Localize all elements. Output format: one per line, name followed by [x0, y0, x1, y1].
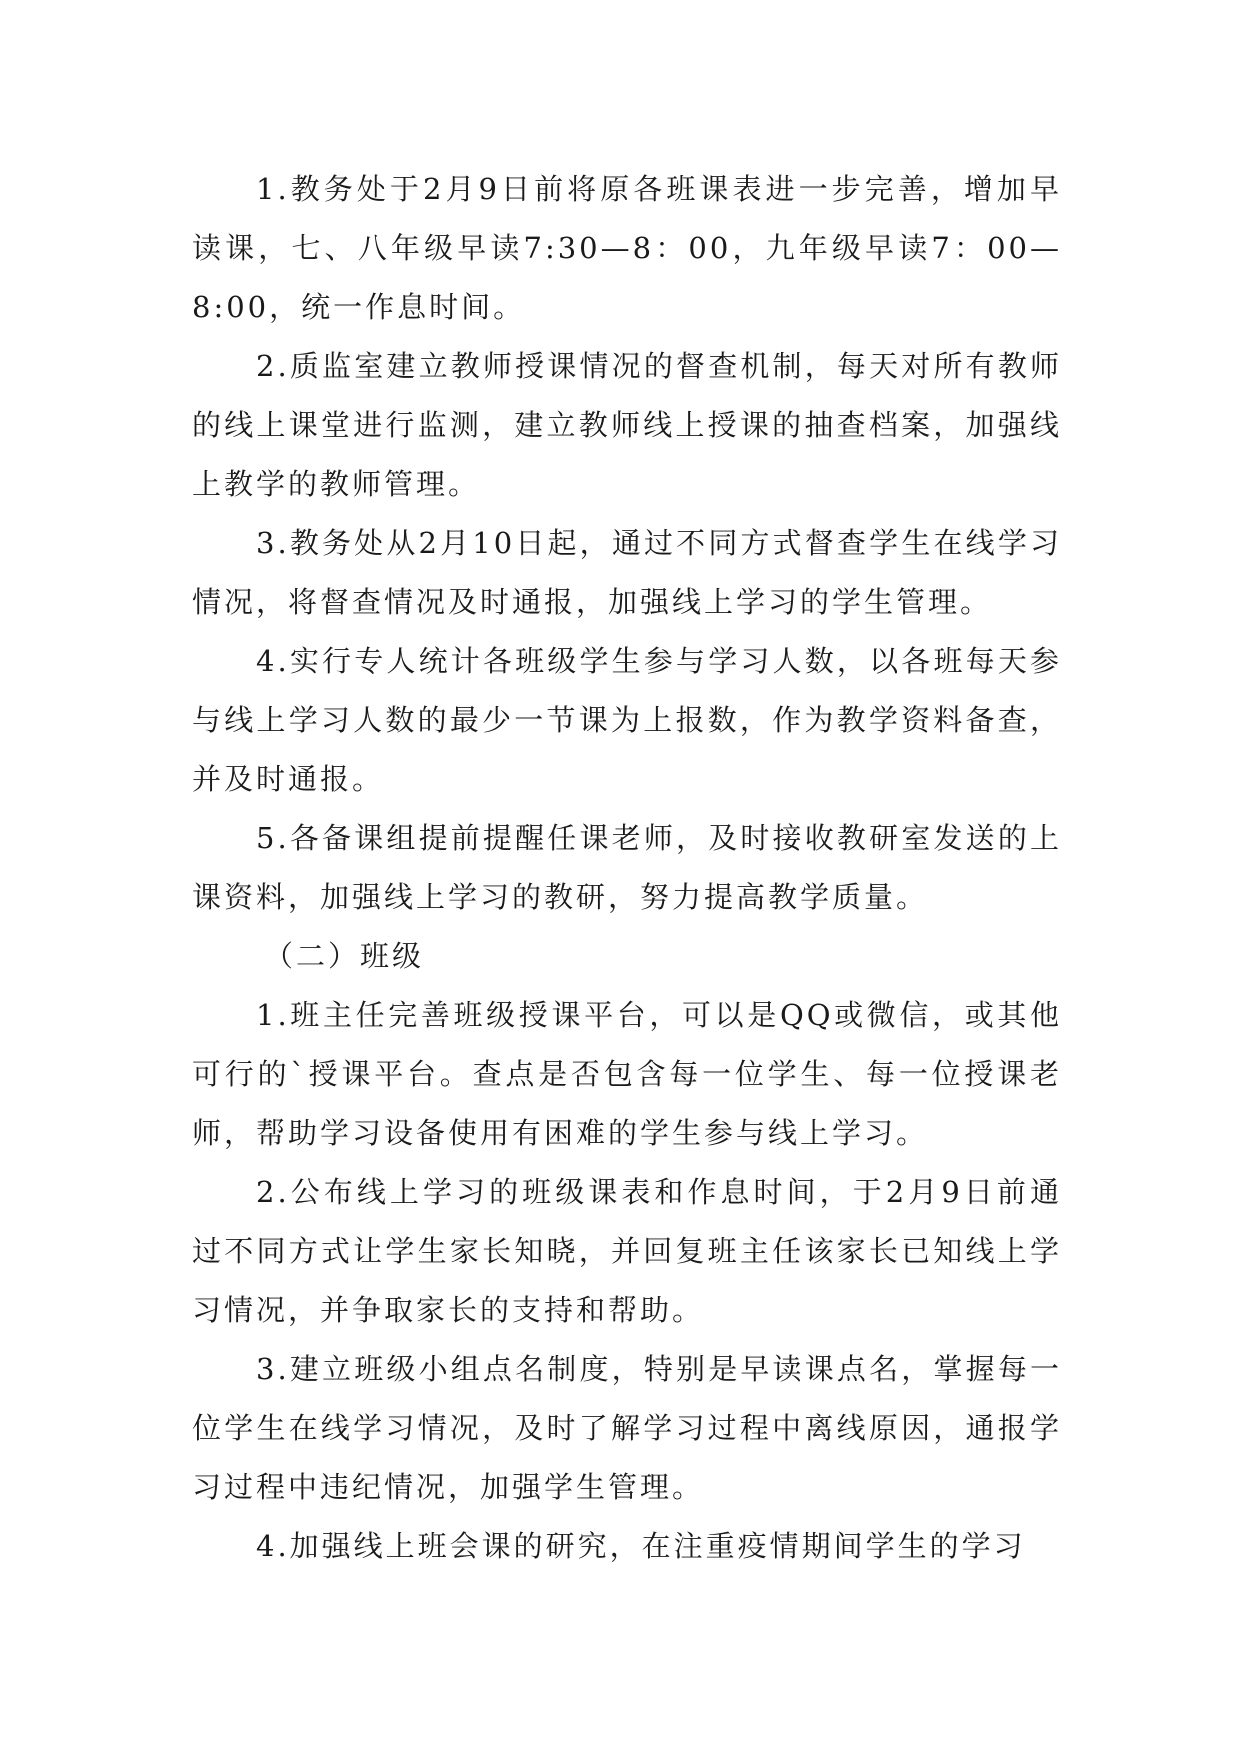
paragraph-5: 5.各备课组提前提醒任课老师，及时接收教研室发送的上课资料，加强线上学习的教研，努力提高教学质量。: [192, 821, 1062, 914]
class-paragraph-4: 4.加强线上班会课的研究，在注重疫情期间学生的学习: [256, 1529, 1026, 1563]
class-paragraph-3: 3.建立班级小组点名制度，特别是早读课点名，掌握每一位学生在线学习情况，及时了解学习过程中离线原因，通报学习过程中违纪情况，加强学生管理。: [192, 1352, 1062, 1504]
paragraph-2: 2.质监室建立教师授课情况的督查机制，每天对所有教师的线上课堂进行监测，建立教师线上授课的抽查档案，加强线上教学的教师管理。: [192, 349, 1062, 501]
class-paragraph-2: 2.公布线上学习的班级课表和作息时间，于2月9日前通过不同方式让学生家长知晓，并回复班主任该家长已知线上学习情况，并争取家长的支持和帮助。: [192, 1175, 1062, 1327]
paragraph-3: 3.教务处从2月10日起，通过不同方式督查学生在线学习情况，将督查情况及时通报，加强线上学习的学生管理。: [192, 526, 1062, 619]
class-paragraph-1: 1.班主任完善班级授课平台，可以是QQ或微信，或其他可行的`授课平台。查点是否包含每一位学生、每一位授课老师，帮助学习设备使用有困难的学生参与线上学习。: [192, 998, 1062, 1150]
document-body: [192, 160, 1062, 1576]
paragraph-4: 4.实行专人统计各班级学生参与学习人数，以各班每天参与线上学习人数的最少一节课为上报数，作为教学资料备查，并及时通报。: [192, 644, 1062, 796]
section-heading: （二）班级: [264, 939, 425, 973]
paragraph-1: 1.教务处于2月9日前将原各班课表进一步完善，增加早读课，七、八年级早读7:30—8：00，九年级早读7：00—8:00，统一作息时间。: [192, 172, 1062, 324]
